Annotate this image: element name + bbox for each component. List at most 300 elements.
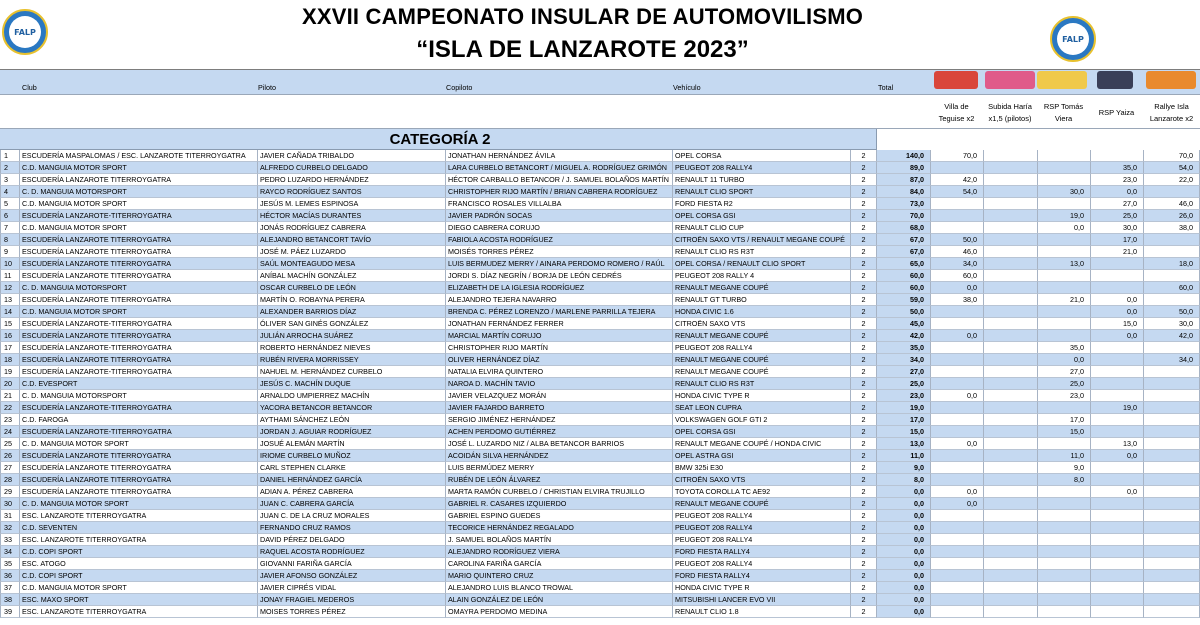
cell-cat: 2 <box>850 270 876 282</box>
cell-e1: 70,0 <box>930 150 983 162</box>
cell-e5 <box>1143 366 1200 378</box>
sponsor-logo-rsp-tomas-viera <box>1037 71 1087 89</box>
cell-club: ESCUDERÍA LANZAROTE TITERROYGATRA <box>19 174 257 186</box>
cell-e1 <box>930 546 983 558</box>
cell-e2 <box>983 306 1037 318</box>
cell-total: 67,0 <box>876 246 930 258</box>
cell-e2 <box>983 246 1037 258</box>
cell-e2 <box>983 606 1037 618</box>
cell-piloto: GIOVANNI FARIÑA GARCÍA <box>257 558 445 570</box>
table-row <box>0 210 1200 222</box>
cell-piloto: DANIEL HERNÁNDEZ GARCÍA <box>257 474 445 486</box>
cell-copiloto: ALAIN GONZÁLEZ DE LEÓN <box>445 594 672 606</box>
cell-e3: 0,0 <box>1037 222 1090 234</box>
cell-e1: 46,0 <box>930 246 983 258</box>
cell-e5: 42,0 <box>1143 330 1200 342</box>
cell-total: 19,0 <box>876 402 930 414</box>
cell-e3 <box>1037 174 1090 186</box>
cell-vehiculo: OPEL CORSA GSI <box>672 210 850 222</box>
cell-e2 <box>983 354 1037 366</box>
cell-e2 <box>983 402 1037 414</box>
cell-e5 <box>1143 462 1200 474</box>
table-row <box>0 306 1200 318</box>
cell-total: 0,0 <box>876 522 930 534</box>
cell-e3: 30,0 <box>1037 186 1090 198</box>
falp-logo-right <box>1050 16 1096 62</box>
category-bar <box>0 129 1200 150</box>
cell-e2 <box>983 546 1037 558</box>
cell-pos: 20 <box>0 378 19 390</box>
cell-club: C.D. MANGUIA MOTOR SPORT <box>19 198 257 210</box>
cell-e3 <box>1037 510 1090 522</box>
cell-e3: 15,0 <box>1037 426 1090 438</box>
cell-piloto: JULIÁN ARROCHA SUÁREZ <box>257 330 445 342</box>
cell-e1: 0,0 <box>930 498 983 510</box>
cell-copiloto: CHRISTOPHER RIJO MARTÍN / BRIAN CABRERA RODRÍGUEZ <box>445 186 672 198</box>
cell-cat: 2 <box>850 330 876 342</box>
table-row <box>0 174 1200 186</box>
cell-e5: 70,0 <box>1143 150 1200 162</box>
cell-e3: 25,0 <box>1037 378 1090 390</box>
championship-title: XXVII CAMPEONATO INSULAR DE AUTOMOVILISMO <box>301 4 864 29</box>
cell-e3 <box>1037 606 1090 618</box>
event-header-row <box>0 95 1200 129</box>
cell-vehiculo: RENAULT CLIO CUP <box>672 222 850 234</box>
cell-e3: 0,0 <box>1037 354 1090 366</box>
cell-e4 <box>1090 378 1143 390</box>
cell-e5: 26,0 <box>1143 210 1200 222</box>
cell-cat: 2 <box>850 258 876 270</box>
cell-piloto: RAQUEL ACOSTA RODRÍGUEZ <box>257 546 445 558</box>
cell-copiloto: FABIOLA ACOSTA RODRÍGUEZ <box>445 234 672 246</box>
cell-e3 <box>1037 162 1090 174</box>
table-row <box>0 258 1200 270</box>
cell-pos: 33 <box>0 534 19 546</box>
cell-e1: 54,0 <box>930 186 983 198</box>
cell-pos: 29 <box>0 486 19 498</box>
cell-piloto: ARNALDO UMPIERREZ MACHÍN <box>257 390 445 402</box>
cell-e4 <box>1090 282 1143 294</box>
cell-copiloto: MARIO QUINTERO CRUZ <box>445 570 672 582</box>
cell-e5: 46,0 <box>1143 198 1200 210</box>
table-row <box>0 354 1200 366</box>
cell-cat: 2 <box>850 186 876 198</box>
cell-e5 <box>1143 582 1200 594</box>
cell-club: ESCUDERÍA MASPALOMAS / ESC. LANZAROTE TITERROYGATRA <box>19 150 257 162</box>
cell-total: 17,0 <box>876 414 930 426</box>
cell-piloto: ÓLIVER SAN GINÉS GONZÁLEZ <box>257 318 445 330</box>
cell-pos: 23 <box>0 414 19 426</box>
cell-cat: 2 <box>850 582 876 594</box>
cell-total: 0,0 <box>876 498 930 510</box>
cell-e1 <box>930 306 983 318</box>
cell-club: C.D. FAROGA <box>19 414 257 426</box>
cell-piloto: FERNANDO CRUZ RAMOS <box>257 522 445 534</box>
cell-piloto: ALFREDO CURBELO DELGADO <box>257 162 445 174</box>
sponsor-logo-rallye-isla-lanzarote <box>1146 71 1196 89</box>
cell-cat: 2 <box>850 318 876 330</box>
cell-copiloto: BRENDA C. PÉREZ LORENZO / MARLENE PARRILLA TEJERA <box>445 306 672 318</box>
cell-pos: 37 <box>0 582 19 594</box>
table-row <box>0 378 1200 390</box>
cell-copiloto: ALEJANDRO LUIS BLANCO TROWAL <box>445 582 672 594</box>
cell-cat: 2 <box>850 246 876 258</box>
cell-total: 13,0 <box>876 438 930 450</box>
cell-e3 <box>1037 234 1090 246</box>
cell-club: ESC. ATOGO <box>19 558 257 570</box>
cell-piloto: JONAY FRAGIEL MEDEROS <box>257 594 445 606</box>
cell-e5: 50,0 <box>1143 306 1200 318</box>
cell-pos: 19 <box>0 366 19 378</box>
cell-cat: 2 <box>850 210 876 222</box>
cell-pos: 5 <box>0 198 19 210</box>
cell-e1 <box>930 414 983 426</box>
table-row <box>0 462 1200 474</box>
cell-e4: 23,0 <box>1090 174 1143 186</box>
cell-e5 <box>1143 594 1200 606</box>
cell-e3 <box>1037 582 1090 594</box>
cell-copiloto: ELIZABETH DE LA IGLESIA RODRÍGUEZ <box>445 282 672 294</box>
cell-vehiculo: TOYOTA COROLLA TC AE92 <box>672 486 850 498</box>
cell-vehiculo: CITROËN SAXO VTS <box>672 474 850 486</box>
cell-copiloto: GABRIEL R. CASARES IZQUIERDO <box>445 498 672 510</box>
cell-e3 <box>1037 546 1090 558</box>
cell-piloto: DAVID PÉREZ DELGADO <box>257 534 445 546</box>
column-header-copiloto: Copiloto <box>446 83 473 92</box>
cell-pos: 14 <box>0 306 19 318</box>
cell-e3 <box>1037 498 1090 510</box>
cell-piloto: NAHUEL M. HERNÁNDEZ CURBELO <box>257 366 445 378</box>
cell-piloto: SAÚL MONTEAGUDO MESA <box>257 258 445 270</box>
cell-total: 34,0 <box>876 354 930 366</box>
cell-club: ESCUDERÍA LANZAROTE TITERROYGATRA <box>19 486 257 498</box>
cell-vehiculo: SEAT LEON CUPRA <box>672 402 850 414</box>
cell-piloto: MARTÍN O. ROBAYNA PERERA <box>257 294 445 306</box>
cell-cat: 2 <box>850 426 876 438</box>
cell-total: 27,0 <box>876 366 930 378</box>
cell-e1 <box>930 210 983 222</box>
cell-vehiculo: CITROËN SAXO VTS / RENAULT MEGANE COUPÉ <box>672 234 850 246</box>
cell-e5 <box>1143 438 1200 450</box>
cell-e1 <box>930 570 983 582</box>
cell-e3 <box>1037 282 1090 294</box>
cell-club: ESCUDERÍA LANZAROTE TITERROYGATRA <box>19 234 257 246</box>
table-row <box>0 234 1200 246</box>
cell-e4: 0,0 <box>1090 306 1143 318</box>
cell-e1 <box>930 450 983 462</box>
cell-piloto: ANÍBAL MACHÍN GONZÁLEZ <box>257 270 445 282</box>
cell-e5 <box>1143 234 1200 246</box>
cell-e2 <box>983 210 1037 222</box>
cell-e1: 34,0 <box>930 258 983 270</box>
cell-e1 <box>930 582 983 594</box>
cell-vehiculo: PEUGEOT 208 RALLY4 <box>672 510 850 522</box>
cell-e5 <box>1143 378 1200 390</box>
cell-e3 <box>1037 522 1090 534</box>
cell-copiloto: NATALIA ELVIRA QUINTERO <box>445 366 672 378</box>
cell-pos: 21 <box>0 390 19 402</box>
cell-club: C.D. EVESPORT <box>19 378 257 390</box>
cell-cat: 2 <box>850 306 876 318</box>
cell-e1 <box>930 198 983 210</box>
cell-vehiculo: RENAULT GT TURBO <box>672 294 850 306</box>
cell-copiloto: JAVIER FAJARDO BARRETO <box>445 402 672 414</box>
cell-e1 <box>930 354 983 366</box>
cell-pos: 28 <box>0 474 19 486</box>
cell-e3 <box>1037 270 1090 282</box>
cell-e3 <box>1037 534 1090 546</box>
cell-pos: 17 <box>0 342 19 354</box>
cell-e3: 35,0 <box>1037 342 1090 354</box>
cell-e3 <box>1037 402 1090 414</box>
cell-piloto: CARL STEPHEN CLARKE <box>257 462 445 474</box>
cell-e5 <box>1143 390 1200 402</box>
cell-piloto: JESÚS M. LEMES ESPINOSA <box>257 198 445 210</box>
cell-pos: 16 <box>0 330 19 342</box>
cell-vehiculo: RENAULT MEGANE COUPÉ / HONDA CIVIC <box>672 438 850 450</box>
cell-piloto: JAVIER CIPRÉS VIDAL <box>257 582 445 594</box>
cell-piloto: JOSÉ M. PÁEZ LUZARDO <box>257 246 445 258</box>
cell-pos: 13 <box>0 294 19 306</box>
cell-e4: 13,0 <box>1090 438 1143 450</box>
cell-vehiculo: RENAULT CLIO RS R3T <box>672 378 850 390</box>
cell-cat: 2 <box>850 198 876 210</box>
cell-copiloto: J. SAMUEL BOLAÑOS MARTÍN <box>445 534 672 546</box>
cell-club: ESCUDERÍA LANZAROTE TITERROYGATRA <box>19 258 257 270</box>
cell-total: 140,0 <box>876 150 930 162</box>
cell-e1 <box>930 426 983 438</box>
cell-club: C. D. MANGUIA MOTORSPORT <box>19 186 257 198</box>
cell-e2 <box>983 558 1037 570</box>
cell-e5 <box>1143 246 1200 258</box>
cell-vehiculo: CITROËN SAXO VTS <box>672 318 850 330</box>
cell-cat: 2 <box>850 414 876 426</box>
cell-piloto: MOISES TORRES PÉREZ <box>257 606 445 618</box>
cell-club: ESCUDERÍA LANZAROTE TITERROYGATRA <box>19 246 257 258</box>
cell-pos: 30 <box>0 498 19 510</box>
cell-total: 87,0 <box>876 174 930 186</box>
cell-cat: 2 <box>850 606 876 618</box>
falp-logo-left-text: FALP <box>9 16 41 48</box>
cell-piloto: JUAN C. CABRERA GARCÍA <box>257 498 445 510</box>
cell-e2 <box>983 438 1037 450</box>
table-row <box>0 150 1200 162</box>
cell-e4 <box>1090 342 1143 354</box>
cell-total: 50,0 <box>876 306 930 318</box>
cell-e4: 35,0 <box>1090 162 1143 174</box>
cell-e5: 22,0 <box>1143 174 1200 186</box>
cell-club: C.D. COPI SPORT <box>19 546 257 558</box>
cell-e1 <box>930 342 983 354</box>
category-bar-points-area <box>876 129 1200 150</box>
cell-total: 8,0 <box>876 474 930 486</box>
cell-e1 <box>930 162 983 174</box>
cell-club: ESC. LANZAROTE TITERROYGATRA <box>19 510 257 522</box>
cell-piloto: RUBÉN RIVERA MORRISSEY <box>257 354 445 366</box>
cell-piloto: PEDRO LUZARDO HERNÁNDEZ <box>257 174 445 186</box>
cell-copiloto: MOISÉS TORRES PÉREZ <box>445 246 672 258</box>
cell-vehiculo: RENAULT MEGANE COUPÉ <box>672 354 850 366</box>
cell-total: 0,0 <box>876 594 930 606</box>
cell-e5 <box>1143 294 1200 306</box>
column-header-piloto: Piloto <box>258 83 276 92</box>
table-row <box>0 282 1200 294</box>
cell-pos: 32 <box>0 522 19 534</box>
table-row <box>0 486 1200 498</box>
cell-e2 <box>983 378 1037 390</box>
cell-e3 <box>1037 246 1090 258</box>
cell-piloto: JESÚS C. MACHÍN DUQUE <box>257 378 445 390</box>
cell-e1: 0,0 <box>930 438 983 450</box>
cell-e2 <box>983 294 1037 306</box>
cell-e4 <box>1090 258 1143 270</box>
cell-piloto: JORDAN J. AGUIAR RODRÍGUEZ <box>257 426 445 438</box>
cell-copiloto: LUIS BERMUDEZ MERRY / AINARA PERDOMO ROMERO / RAÚL <box>445 258 672 270</box>
cell-e2 <box>983 582 1037 594</box>
cell-pos: 7 <box>0 222 19 234</box>
cell-club: ESCUDERÍA LANZAROTE-TITERROYGATRA <box>19 210 257 222</box>
cell-e2 <box>983 366 1037 378</box>
cell-pos: 6 <box>0 210 19 222</box>
table-row <box>0 270 1200 282</box>
cell-club: ESCUDERÍA LANZAROTE TITERROYGATRA <box>19 450 257 462</box>
cell-pos: 9 <box>0 246 19 258</box>
cell-e4 <box>1090 426 1143 438</box>
cell-e4: 15,0 <box>1090 318 1143 330</box>
cell-total: 0,0 <box>876 606 930 618</box>
cell-club: ESC. MAXO SPORT <box>19 594 257 606</box>
cell-pos: 11 <box>0 270 19 282</box>
sponsor-logo-subida-haria <box>985 71 1035 89</box>
cell-copiloto: LARA CURBELO BETANCORT / MIGUEL A. RODRÍGUEZ GRIMÓN <box>445 162 672 174</box>
cell-total: 84,0 <box>876 186 930 198</box>
cell-e2 <box>983 186 1037 198</box>
cell-e5 <box>1143 546 1200 558</box>
cell-total: 0,0 <box>876 558 930 570</box>
cell-vehiculo: VOLKSWAGEN GOLF GTI 2 <box>672 414 850 426</box>
cell-total: 11,0 <box>876 450 930 462</box>
cell-e3 <box>1037 438 1090 450</box>
cell-cat: 2 <box>850 450 876 462</box>
cell-e4: 0,0 <box>1090 450 1143 462</box>
cell-e2 <box>983 282 1037 294</box>
table-row <box>0 450 1200 462</box>
cell-e2 <box>983 330 1037 342</box>
cell-copiloto: SERGIO JIMÉNEZ HERNÁNDEZ <box>445 414 672 426</box>
cell-cat: 2 <box>850 342 876 354</box>
table-row <box>0 222 1200 234</box>
cell-cat: 2 <box>850 174 876 186</box>
cell-e2 <box>983 498 1037 510</box>
cell-e1: 0,0 <box>930 330 983 342</box>
cell-club: ESCUDERÍA LANZAROTE-TITERROYGATRA <box>19 366 257 378</box>
cell-e3 <box>1037 198 1090 210</box>
cell-pos: 38 <box>0 594 19 606</box>
cell-cat: 2 <box>850 402 876 414</box>
cell-e3 <box>1037 318 1090 330</box>
cell-vehiculo: PEUGEOT 208 RALLY4 <box>672 558 850 570</box>
cell-e5 <box>1143 498 1200 510</box>
cell-vehiculo: RENAULT CLIO RS R3T <box>672 246 850 258</box>
table-row <box>0 438 1200 450</box>
table-row <box>0 558 1200 570</box>
cell-piloto: ALEJANDRO BETANCORT TAVÍO <box>257 234 445 246</box>
championship-subtitle: “ISLA DE LANZAROTE 2023” <box>416 36 749 63</box>
cell-pos: 1 <box>0 150 19 162</box>
cell-club: C.D. SEVENTEN <box>19 522 257 534</box>
cell-e4 <box>1090 498 1143 510</box>
cell-e4 <box>1090 462 1143 474</box>
cell-copiloto: ACHEN PERDOMO GUTIÉRREZ <box>445 426 672 438</box>
cell-piloto: AYTHAMI SÁNCHEZ LEÓN <box>257 414 445 426</box>
table-row <box>0 570 1200 582</box>
cell-vehiculo: PEUGEOT 208 RALLY4 <box>672 534 850 546</box>
cell-cat: 2 <box>850 150 876 162</box>
cell-e5 <box>1143 486 1200 498</box>
cell-copiloto: MARCIAL MARTÍN CORUJO <box>445 330 672 342</box>
standings-table <box>0 150 1200 618</box>
table-row <box>0 546 1200 558</box>
category-title: CATEGORÍA 2 <box>389 131 491 148</box>
cell-e1 <box>930 474 983 486</box>
table-row <box>0 366 1200 378</box>
cell-vehiculo: RENAULT MEGANE COUPÉ <box>672 282 850 294</box>
table-row <box>0 402 1200 414</box>
cell-pos: 35 <box>0 558 19 570</box>
cell-copiloto: JONATHAN HERNÁNDEZ ÁVILA <box>445 150 672 162</box>
cell-pos: 22 <box>0 402 19 414</box>
cell-vehiculo: RENAULT 11 TURBO <box>672 174 850 186</box>
cell-e5 <box>1143 426 1200 438</box>
cell-e2 <box>983 450 1037 462</box>
cell-e1 <box>930 558 983 570</box>
cell-piloto: YACORA BETANCOR BETANCOR <box>257 402 445 414</box>
cell-e1 <box>930 510 983 522</box>
table-row <box>0 426 1200 438</box>
cell-e2 <box>983 234 1037 246</box>
cell-total: 23,0 <box>876 390 930 402</box>
cell-copiloto: OLIVER HERNÁNDEZ DÍAZ <box>445 354 672 366</box>
cell-e1 <box>930 462 983 474</box>
cell-e3: 21,0 <box>1037 294 1090 306</box>
cell-e2 <box>983 522 1037 534</box>
cell-club: C. D. MANGUIA MOTORSPORT <box>19 282 257 294</box>
cell-copiloto: HÉCTOR CARBALLO BETANCOR / J. SAMUEL BOLAÑOS MARTÍN <box>445 174 672 186</box>
cell-e5 <box>1143 534 1200 546</box>
cell-piloto: JUAN C. DE LA CRUZ MORALES <box>257 510 445 522</box>
cell-piloto: JAVIER AFONSO GONZÁLEZ <box>257 570 445 582</box>
cell-total: 0,0 <box>876 582 930 594</box>
cell-cat: 2 <box>850 570 876 582</box>
cell-club: C.D. MANGUIA MOTOR SPORT <box>19 582 257 594</box>
cell-e1 <box>930 378 983 390</box>
cell-copiloto: CHRISTOPHER RIJO MARTÍN <box>445 342 672 354</box>
cell-vehiculo: PEUGEOT 208 RALLY4 <box>672 162 850 174</box>
cell-total: 73,0 <box>876 198 930 210</box>
cell-vehiculo: RENAULT MEGANE COUPÉ <box>672 498 850 510</box>
event-header-1: Villa de Teguise x2 <box>938 102 975 123</box>
column-header-club: Club <box>22 83 37 92</box>
cell-e4 <box>1090 354 1143 366</box>
cell-club: ESCUDERÍA LANZAROTE TITERROYGATRA <box>19 294 257 306</box>
cell-copiloto: ACOIDÁN SILVA HERNÁNDEZ <box>445 450 672 462</box>
cell-e2 <box>983 150 1037 162</box>
cell-e4 <box>1090 594 1143 606</box>
cell-total: 15,0 <box>876 426 930 438</box>
cell-e5 <box>1143 570 1200 582</box>
cell-club: ESCUDERÍA LANZAROTE-TITERROYGATRA <box>19 342 257 354</box>
cell-cat: 2 <box>850 222 876 234</box>
